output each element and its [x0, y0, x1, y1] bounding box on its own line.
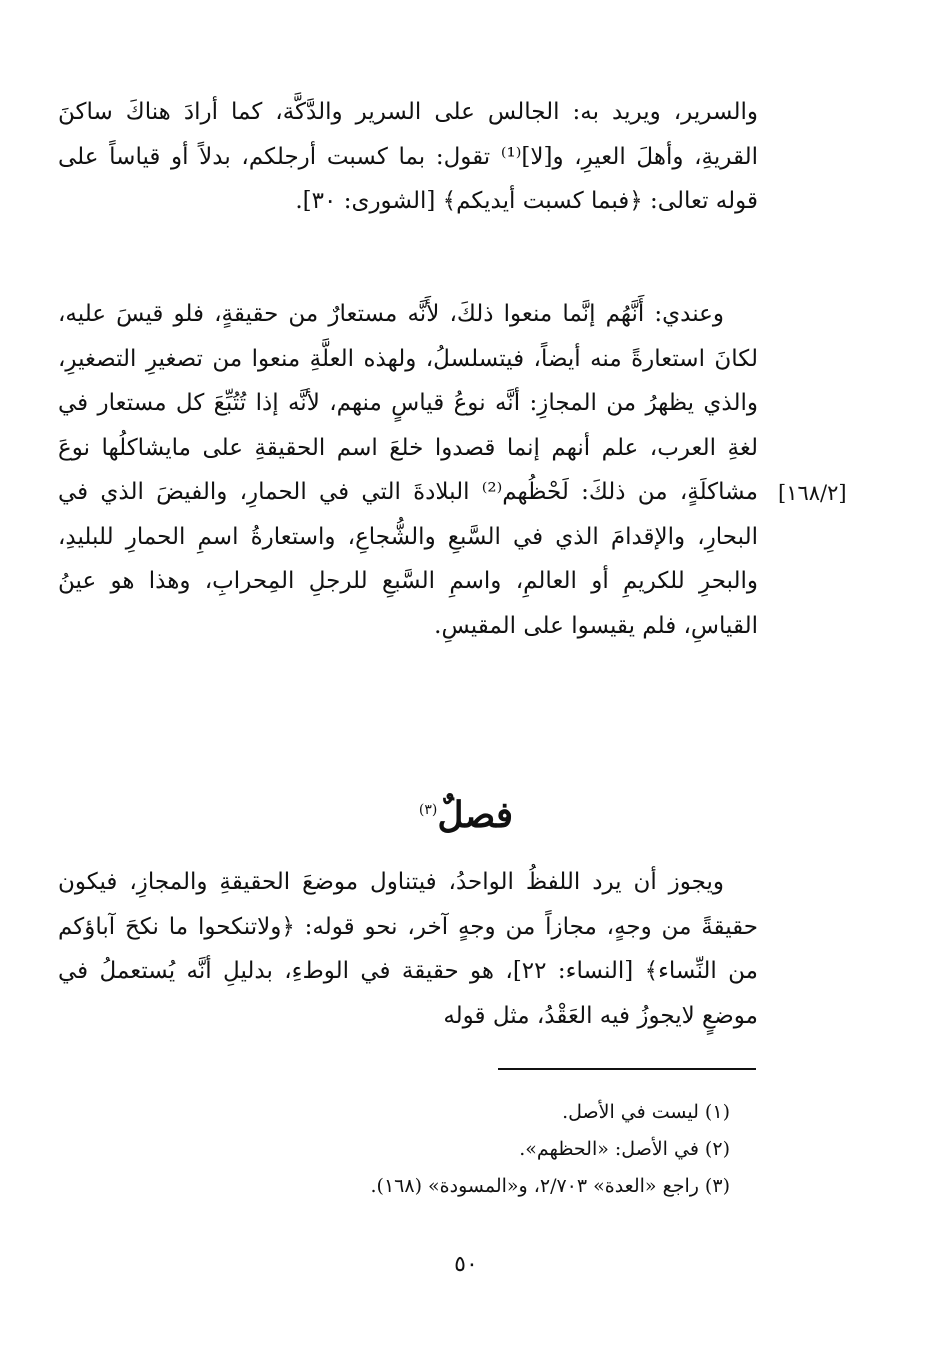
paragraph-1-text: والسرير، ويريد به: الجالس على السرير والدَّكَّة، كما أرادَ هناكَ ساكنَ القريةِ، وأهلَ العيرِ، و[لا]⁽¹⁾ تقول: بما كسبت أرجلكم، بدلاً أو قياساً على قوله تعالى: ﴿فبما كسبت أيديكم﴾ [الشورى: ٣٠]. [58, 99, 758, 214]
paragraph-2 [58, 292, 758, 648]
paragraph-1 [58, 90, 758, 224]
footnote-2: (٢) في الأصل: «الحظهم». [519, 1138, 730, 1160]
footnote-1: (١) ليست في الأصل. [562, 1101, 730, 1123]
paragraph-2-text: وعندي: أَنَّهُم إنَّما منعوا ذلكَ، لأَنَّه مستعارٌ من حقيقةٍ، فلو قيسَ عليه، لكانَ استعارةً منه أيضاً، فيتسلسلُ، ولهذه العلَّةِ منعوا من تصغيرِ التصغيرِ، والذي يظهرُ من المجازِ: أنَّه نوعُ قياسٍ منهم، لأنَّه إذا تُتُبِّعَ كل مستعار في لغةِ العرب، علم أنهم إنما قصدوا خلعَ اسم الحقيقةِ على مايشاكلُها نوعَ مشاكلَةٍ، من ذلكَ: لَحْظُهم⁽²⁾ البلادةَ التي في الحمارِ، والفيضَ الذي في البحارِ، والإقدامَ الذي في السَّبعِ والشُّجاعِ، واستعارةُ اسمِ الحمارِ للبليدِ، والبحرِ للكريمِ أو العالمِ، واسمِ السَّبعِ للرجلِ المِحرابِ، وهذا هو عينُ القياسِ، فلم يقيسوا على المقيسِ. [58, 301, 758, 639]
paragraph-3-text: ويجوز أن يرد اللفظُ الواحدُ، فيتناول موضعَ الحقيقةِ والمجازِ، فيكون حقيقةً من وجهٍ، مجازاً من وجهٍ آخر، نحو قوله: ﴿ولاتنكحوا ما نكحَ آباؤكم من النِّساء﴾ [النساء: ٢٢]، هو حقيقة في الوطءِ، بدليلِ أنَّه يُستعملُ في موضعٍ لايجوزُ فيه العَقْدُ، مثل قوله [58, 869, 758, 1029]
footnote-3: (٣) راجع «العدة» ٢/٧٠٣، و«المسودة» (١٦٨). [370, 1175, 730, 1197]
paragraph-3 [58, 860, 758, 1038]
section-heading-footnote-mark: (٣) [418, 802, 438, 818]
section-heading-text: فصلٌ [437, 794, 514, 836]
margin-volume-page-reference: [١٦٨/٢] [778, 481, 847, 505]
footnote-divider [498, 1068, 756, 1070]
section-heading [0, 786, 932, 839]
footnotes [200, 1094, 730, 1205]
page-number: ٥٠ [454, 1252, 478, 1277]
